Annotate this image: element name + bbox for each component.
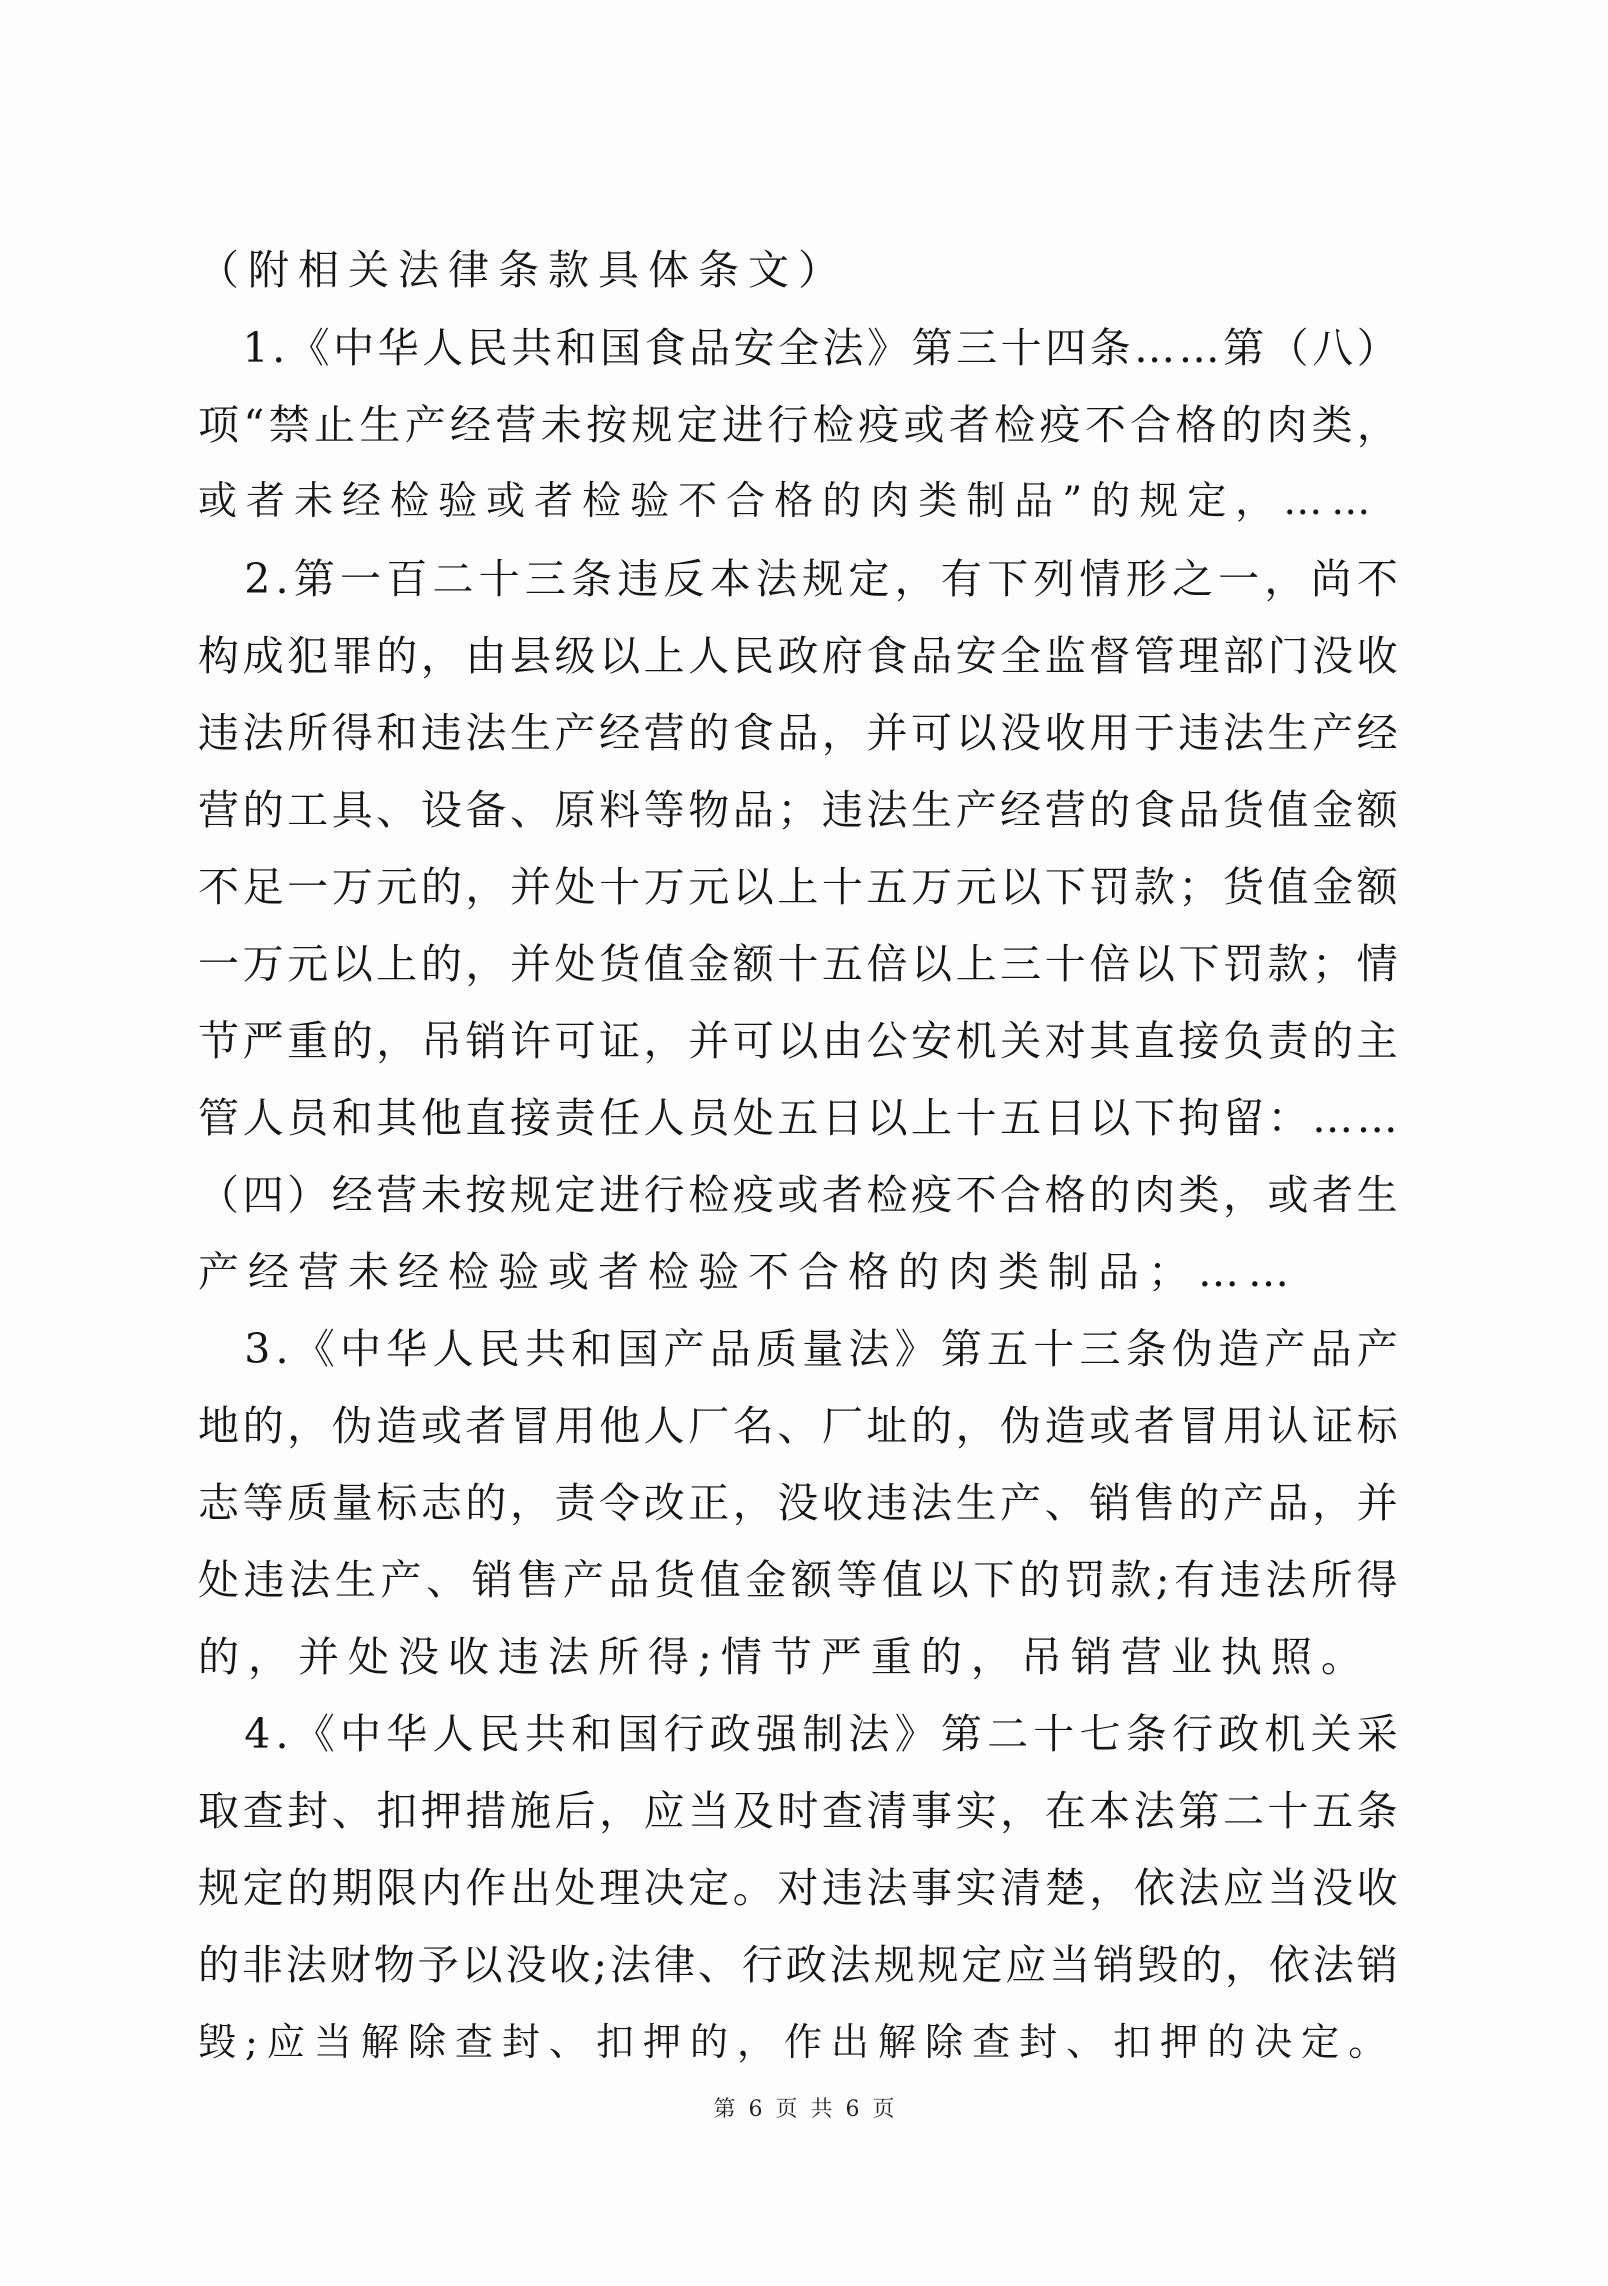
text-line: 地 的 ， 伪 造 或 者 冒 用 他 人 厂 名 、 厂 址 的 ， 伪 造 或 者 冒 用 认 证 标 <box>198 1402 1398 1450</box>
text-line: 4 . 《 中 华 人 民 共 和 国 行 政 强 制 法 》 第 二 十 七 条 行 政 机 关 采 <box>244 1710 1398 1758</box>
text-line: 一 万 元 以 上 的 ， 并 处 货 值 金 额 十 五 倍 以 上 三 十 倍 以 下 罚 款 ； 情 <box>198 940 1398 988</box>
text-line: 1 . 《 中 华 人 民 共 和 国 食 品 安 全 法 》 第 三 十 四 条 … … 第 （ 八 ） <box>242 324 1398 372</box>
text-line: 取 查 封 、 扣 押 措 施 后 ， 应 当 及 时 查 清 事 实 ， 在 本 法 第 二 十 五 条 <box>198 1787 1398 1835</box>
text-line: 毁 ; 应 当 解 除 查 封 、 扣 押 的 ， 作 出 解 除 查 封 、 扣 押 的 决 定 。 <box>198 2020 1396 2064</box>
text-line: 项 “ 禁 止 生 产 经 营 未 按 规 定 进 行 检 疫 或 者 检 疫 不 合 格 的 肉 类 ， <box>198 401 1398 449</box>
text-line: 处 违 法 生 产 、 销 售 产 品 货 值 金 额 等 值 以 下 的 罚 款 ; 有 违 法 所 得 <box>198 1556 1398 1604</box>
text-line: 不 足 一 万 元 的 ， 并 处 十 万 元 以 上 十 五 万 元 以 下 罚 款 ； 货 值 金 额 <box>198 863 1398 911</box>
page-number: 第 6 页 共 6 页 <box>713 2097 895 2122</box>
text-line: 志 等 质 量 标 志 的 ， 责 令 改 正 ， 没 收 违 法 生 产 、 销 售 的 产 品 ， 并 <box>198 1479 1398 1527</box>
text-line: 的 ， 并 处 没 收 违 法 所 得 ; 情 节 严 重 的 ， 吊 销 营 业 执 照 。 <box>198 1633 1371 1681</box>
text-line: 的 非 法 财 物 予 以 没 收 ; 法 律 、 行 政 法 规 规 定 应 当 销 毁 的 ， 依 法 销 <box>198 1941 1398 1989</box>
text-line: 营 的 工 具 、 设 备 、 原 料 等 物 品 ； 违 法 生 产 经 营 的 食 品 货 值 金 额 <box>198 786 1398 834</box>
text-line: 构 成 犯 罪 的 ， 由 县 级 以 上 人 民 政 府 食 品 安 全 监 督 管 理 部 门 没 收 <box>198 632 1398 680</box>
text-line: 节 严 重 的 ， 吊 销 许 可 证 ， 并 可 以 由 公 安 机 关 对 其 直 接 负 责 的 主 <box>198 1017 1398 1065</box>
text-line: 3 . 《 中 华 人 民 共 和 国 产 品 质 量 法 》 第 五 十 三 条 伪 造 产 品 产 <box>244 1325 1398 1373</box>
text-line: （ 四 ） 经 营 未 按 规 定 进 行 检 疫 或 者 检 疫 不 合 格 的 肉 类 ， 或 者 生 <box>198 1171 1398 1219</box>
text-line: 产 经 营 未 经 检 验 或 者 检 验 不 合 格 的 肉 类 制 品 ； … … <box>198 1248 1298 1296</box>
text-line: （ 附 相 关 法 律 条 款 具 体 条 文 ） <box>198 246 848 294</box>
text-line: 或 者 未 经 检 验 或 者 检 验 不 合 格 的 肉 类 制 品 ” 的 规 定 ， … … <box>198 479 1380 524</box>
text-line: 管 人 员 和 其 他 直 接 责 任 人 员 处 五 日 以 上 十 五 日 以 下 拘 留 ： … … <box>198 1094 1398 1142</box>
text-line: 违 法 所 得 和 违 法 生 产 经 营 的 食 品 ， 并 可 以 没 收 用 于 违 法 生 产 经 <box>198 709 1398 757</box>
text-line: 规 定 的 期 限 内 作 出 处 理 决 定 。 对 违 法 事 实 清 楚 ， 依 法 应 当 没 收 <box>198 1864 1398 1912</box>
text-line: 2 . 第 一 百 二 十 三 条 违 反 本 法 规 定 ， 有 下 列 情 形 之 一 ， 尚 不 <box>244 555 1398 603</box>
